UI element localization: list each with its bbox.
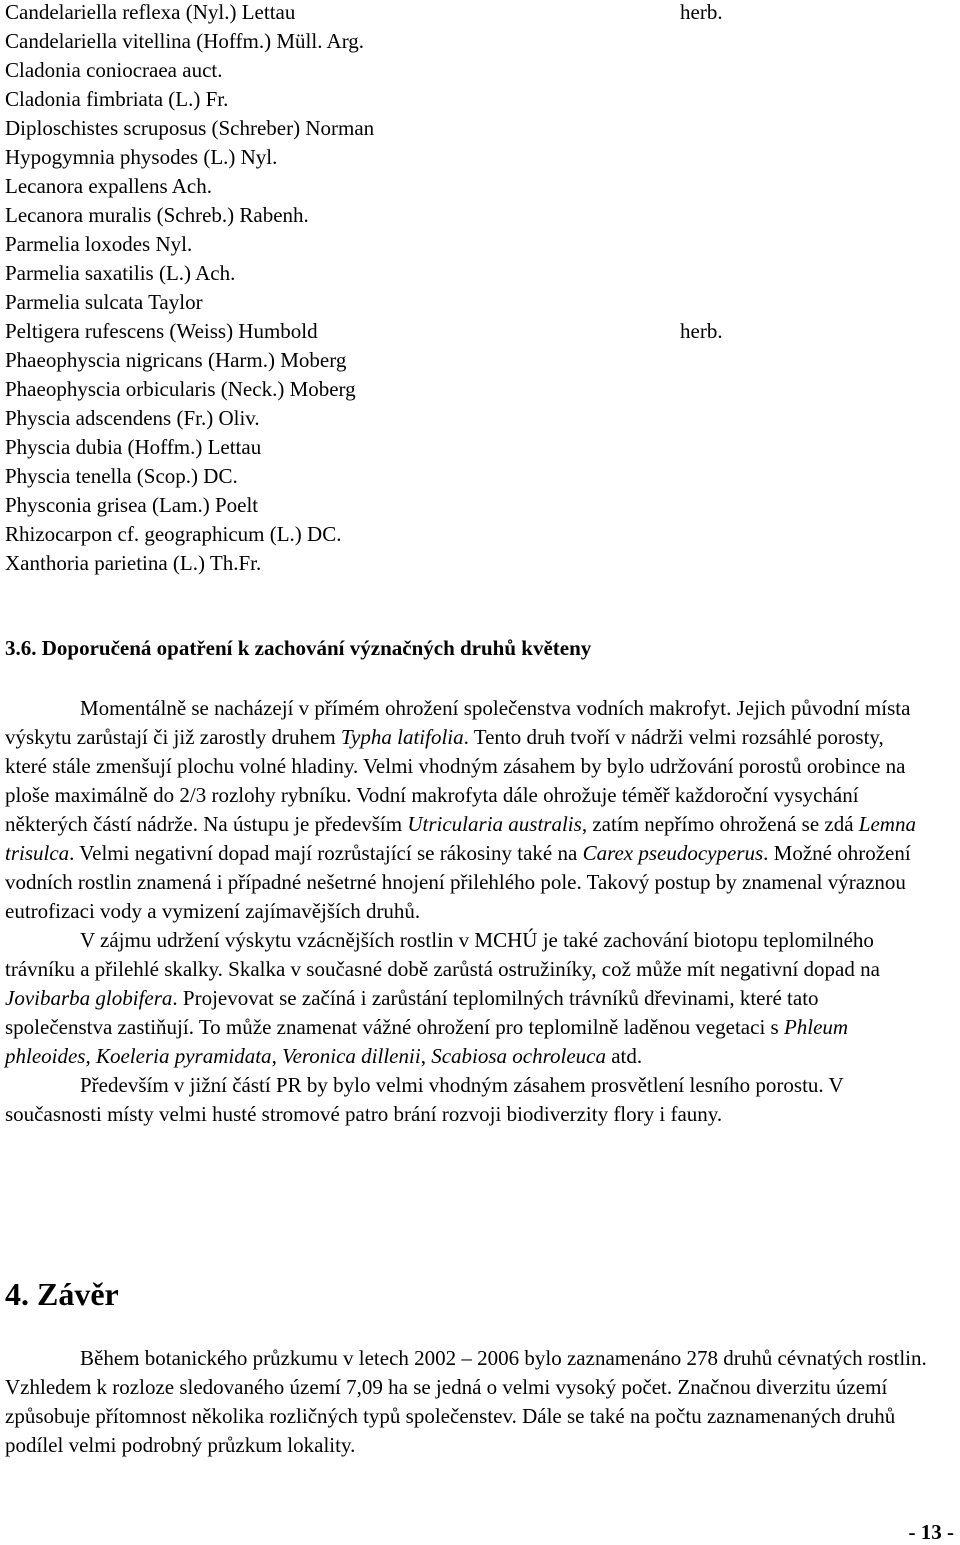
species-item (5, 348, 765, 377)
species-name-italic: Phleum phleoides (5, 1015, 849, 1068)
species-name: Candelariella reflexa (Nyl.) Lettau (5, 0, 296, 24)
species-name: Phaeophyscia orbicularis (Neck.) Moberg (5, 377, 356, 401)
species-list (5, 0, 765, 580)
herbarium-note: herb. (680, 0, 723, 24)
species-name-italic: Koeleria pyramidata (95, 1044, 272, 1068)
species-item (5, 0, 765, 29)
species-item (5, 145, 765, 174)
paragraph (5, 694, 930, 926)
species-item (5, 522, 765, 551)
species-name: Physcia dubia (Hoffm.) Lettau (5, 435, 262, 459)
text-run: atd. (605, 1044, 643, 1068)
species-item (5, 464, 765, 493)
species-name-italic: Lemna trisulca (5, 812, 916, 865)
species-name-italic: Jovibarba globifera (5, 986, 173, 1010)
species-name: Candelariella vitellina (Hoffm.) Müll. Arg. (5, 29, 365, 53)
species-name: Cladonia fimbriata (L.) Fr. (5, 87, 229, 111)
text-run: , (85, 1044, 96, 1068)
species-item (5, 232, 765, 261)
conclusion-body (5, 1344, 930, 1460)
text-run: . Velmi negativní dopad mají rozrůstající se rákosiny také na (69, 841, 583, 865)
species-name: Hypogymnia physodes (L.) Nyl. (5, 145, 278, 169)
species-name: Diploschistes scruposus (Schreber) Norman (5, 116, 375, 140)
text-run: , zatím nepřímo ohrožená se zdá (581, 812, 859, 836)
species-item (5, 203, 765, 232)
species-item (5, 551, 765, 580)
species-item (5, 116, 765, 145)
species-name: Peltigera rufescens (Weiss) Humbold (5, 319, 318, 343)
species-item (5, 29, 765, 58)
species-name: Cladonia coniocraea auct. (5, 58, 223, 82)
species-name-italic: Typha latifolia (340, 725, 464, 749)
species-item (5, 58, 765, 87)
species-name: Parmelia loxodes Nyl. (5, 232, 193, 256)
text-run: Především v jižní částí PR by bylo velmi vhodným zásahem prosvětlení lesního porostu. V současnosti místy velmi husté stromové patro brání rozvoji biodiverzity flory i fauny. (5, 1073, 844, 1126)
text-run: . Tento druh tvoří v nádrži velmi rozsáhlé porosty, které stále zmenšují plochu volné hladiny. Velmi vhodným zásahem by bylo udržování porostů orobince na ploše maximálně do 2/3 rozlohy rybníku. Vodní makrofyta dále ohrožuje téměř každoroční vysychání některých částí nádrže. Na ústupu je především (5, 725, 906, 836)
species-name: Xanthoria parietina (L.) Th.Fr. (5, 551, 262, 575)
paragraph (5, 1344, 930, 1460)
species-name: Lecanora muralis (Schreb.) Rabenh. (5, 203, 309, 227)
species-name-italic: Veronica dillenii (282, 1044, 421, 1068)
text-run: Momentálně se nacházejí v přímém ohrožení společenstva vodních makrofyt. Jejich původní místa výskytu zarůstají či již zarostly druhem (5, 696, 911, 749)
text-run: Během botanického průzkumu v letech 2002 – 2006 bylo zaznamenáno 278 druhů cévnatých rostlin. Vzhledem k rozloze sledovaného území 7,09 ha se jedná o velmi vysoký počet. Značnou diverzitu území způsobuje přítomnost několika rozličných typů společenstev. Dále se také na počtu zaznamenaných druhů podílel velmi podrobný průzkum lokality. (5, 1346, 927, 1457)
species-name-italic: Carex pseudocyperus (582, 841, 764, 865)
text-run: . Možné ohrožení vodních rostlin znamená i případné nešetrné hnojení přilehlého pole. Takový postup by znamenal výraznou eutrofizaci vody a vymizení zajímavějších druhů. (5, 841, 911, 923)
text-run: V zájmu udržení výskytu vzácnějších rostlin v MCHÚ je také zachování biotopu teplomilného trávníku a přilehlé skalky. Skalka v současné době zarůstá ostružiníky, což může mít negativní dopad na (5, 928, 880, 981)
text-run: , (271, 1044, 283, 1068)
species-item (5, 290, 765, 319)
species-item (5, 174, 765, 203)
species-item (5, 435, 765, 464)
page-number: - 13 - (908, 1520, 954, 1544)
species-item (5, 406, 765, 435)
paragraph (5, 926, 930, 1071)
species-name: Physcia tenella (Scop.) DC. (5, 464, 238, 488)
section-heading-3-6: 3.6. Doporučená opatření k zachování význačných druhů květeny (5, 636, 592, 660)
species-name: Parmelia saxatilis (L.) Ach. (5, 261, 236, 285)
species-name-italic: Utricularia australis (407, 812, 582, 836)
chapter-heading-4: 4. Závěr (5, 1276, 119, 1312)
species-name: Rhizocarpon cf. geographicum (L.) DC. (5, 522, 342, 546)
species-name: Lecanora expallens Ach. (5, 174, 212, 198)
species-name: Physconia grisea (Lam.) Poelt (5, 493, 259, 517)
herbarium-note: herb. (680, 319, 723, 343)
species-name: Physcia adscendens (Fr.) Oliv. (5, 406, 260, 430)
text-run: . Projevovat se začíná i zarůstání teplomilných trávníků dřevinami, které tato společenstva zastiňují. To může znamenat vážné ohrožení pro teplomilně laděnou vegetaci s (5, 986, 819, 1039)
species-item (5, 377, 765, 406)
species-item (5, 493, 765, 522)
section-3-6-body (5, 694, 930, 1129)
species-item (5, 319, 765, 348)
species-item (5, 261, 765, 290)
species-name: Parmelia sulcata Taylor (5, 290, 203, 314)
species-item (5, 87, 765, 116)
species-name-italic: Scabiosa ochroleuca (431, 1044, 606, 1068)
paragraph (5, 1071, 930, 1129)
species-name: Phaeophyscia nigricans (Harm.) Moberg (5, 348, 347, 372)
text-run: , (420, 1044, 432, 1068)
